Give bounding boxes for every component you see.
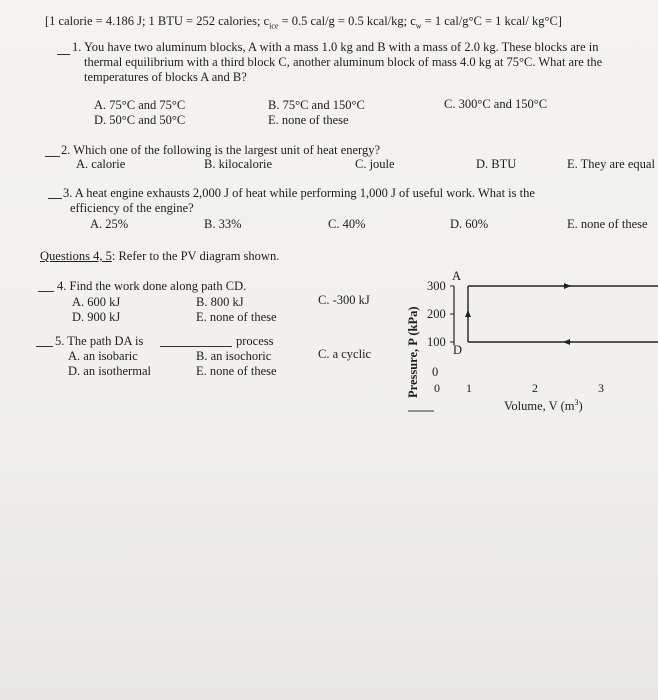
x-axis-label-end: ): [578, 399, 583, 413]
y-tick-label: 200: [427, 307, 446, 321]
q2-choice-c: C. joule: [355, 157, 395, 171]
x-tick-label: 1: [466, 381, 472, 395]
c-ice-text: = 0.5 cal/g = 0.5 kcal/kg; c: [278, 14, 416, 28]
q4-choice-e: E. none of these: [196, 310, 277, 324]
q1-stem-line2: thermal equilibrium with a third block C, another aluminum block of mass 4.0 kg at 75°C. What are the: [84, 55, 603, 69]
ice-subscript: ice: [269, 21, 279, 31]
y-tick-label: 0: [432, 365, 439, 379]
q3-choice-e: E. none of these: [567, 217, 648, 231]
constants-text: [1 calorie = 4.186 J; 1 BTU = 252 calories; c: [45, 14, 270, 28]
q2-choice-b: B. kilocalorie: [204, 157, 273, 171]
point-label-a: A: [452, 269, 462, 283]
q5-stem-start: 5. The path DA is: [55, 334, 144, 348]
q3-choice-c: C. 40%: [328, 217, 366, 231]
section-heading: [40, 249, 279, 263]
x-axis-label-superscript: 3: [574, 398, 579, 407]
q2-stem: 2. Which one of the following is the largest unit of heat energy?: [61, 143, 381, 157]
pv-diagram: [408, 268, 658, 443]
answer-blank-q5[interactable]: [36, 346, 53, 347]
answer-blank-q2[interactable]: [45, 156, 60, 157]
q3-stem-line2: efficiency of the engine?: [70, 201, 194, 215]
q4-choice-a: A. 600 kJ: [72, 295, 121, 309]
cycle-path: [468, 286, 658, 342]
q5-choice-e: E. none of these: [196, 364, 277, 378]
x-axis-label: [504, 398, 583, 413]
q3-stem-line1: 3. A heat engine exhausts 2,000 J of heat while performing 1,000 J of useful work. What is the: [63, 186, 535, 200]
q5-choice-a: A. an isobaric: [68, 349, 138, 363]
x-axis-label-text: Volume, V (m: [504, 399, 575, 413]
c-w-text: = 1 cal/g°C = 1 kcal/ kg°C]: [421, 14, 562, 28]
section-heading-underlined: Questions 4, 5: [40, 249, 112, 263]
y-axis: [427, 279, 454, 379]
q3-choice-d: D. 60%: [450, 217, 489, 231]
q5-choice-c: C. a cyclic: [318, 347, 372, 361]
q5-stem-end: process: [236, 334, 274, 348]
q1-choice-b: B. 75°C and 150°C: [268, 98, 365, 112]
x-tick-label: 3: [598, 381, 604, 395]
x-tick-label: 0: [434, 381, 440, 395]
q1-choice-c: C. 300°C and 150°C: [444, 97, 548, 111]
q4-choice-d: D. 900 kJ: [72, 310, 121, 324]
q1-stem-line1: 1. You have two aluminum blocks, A with a mass 1.0 kg and B with a mass of 2.0 kg. These blocks are in: [72, 40, 599, 54]
section-heading-rest: : Refer to the PV diagram shown.: [111, 249, 280, 263]
w-subscript: w: [415, 21, 422, 31]
q1-choice-e: E. none of these: [268, 113, 349, 127]
point-labels: [452, 269, 658, 357]
y-axis-label: Pressure, P (kPa): [406, 306, 420, 398]
q1-choice-d: D. 50°C and 50°C: [94, 113, 186, 127]
x-tick-label: 2: [532, 381, 538, 395]
q3-choice-b: B. 33%: [204, 217, 242, 231]
q1-choice-a: A. 75°C and 75°C: [94, 98, 186, 112]
q1-stem-line3: temperatures of blocks A and B?: [84, 70, 247, 84]
answer-blank-q4[interactable]: [38, 291, 54, 292]
constants-line: [45, 14, 562, 34]
answer-blank-q3[interactable]: [48, 198, 62, 199]
q2-choice-e: E. They are equal: [567, 157, 655, 171]
q2-choice-a: A. calorie: [76, 157, 126, 171]
q4-choice-b: B. 800 kJ: [196, 295, 244, 309]
y-tick-label: 300: [427, 279, 446, 293]
q5-choice-b: B. an isochoric: [196, 349, 272, 363]
q5-fill-in-blank[interactable]: [160, 346, 232, 347]
point-label-d: D: [453, 343, 463, 357]
q3-choice-a: A. 25%: [90, 217, 129, 231]
tick-labels: [434, 381, 658, 395]
y-tick-label: 100: [427, 335, 446, 349]
q5-choice-d: D. an isothermal: [68, 364, 151, 378]
q4-stem: 4. Find the work done along path CD.: [57, 279, 247, 293]
q4-choice-c: C. -300 kJ: [318, 293, 370, 307]
q2-choice-d: D. BTU: [476, 157, 517, 171]
answer-blank-q1[interactable]: [57, 54, 70, 55]
